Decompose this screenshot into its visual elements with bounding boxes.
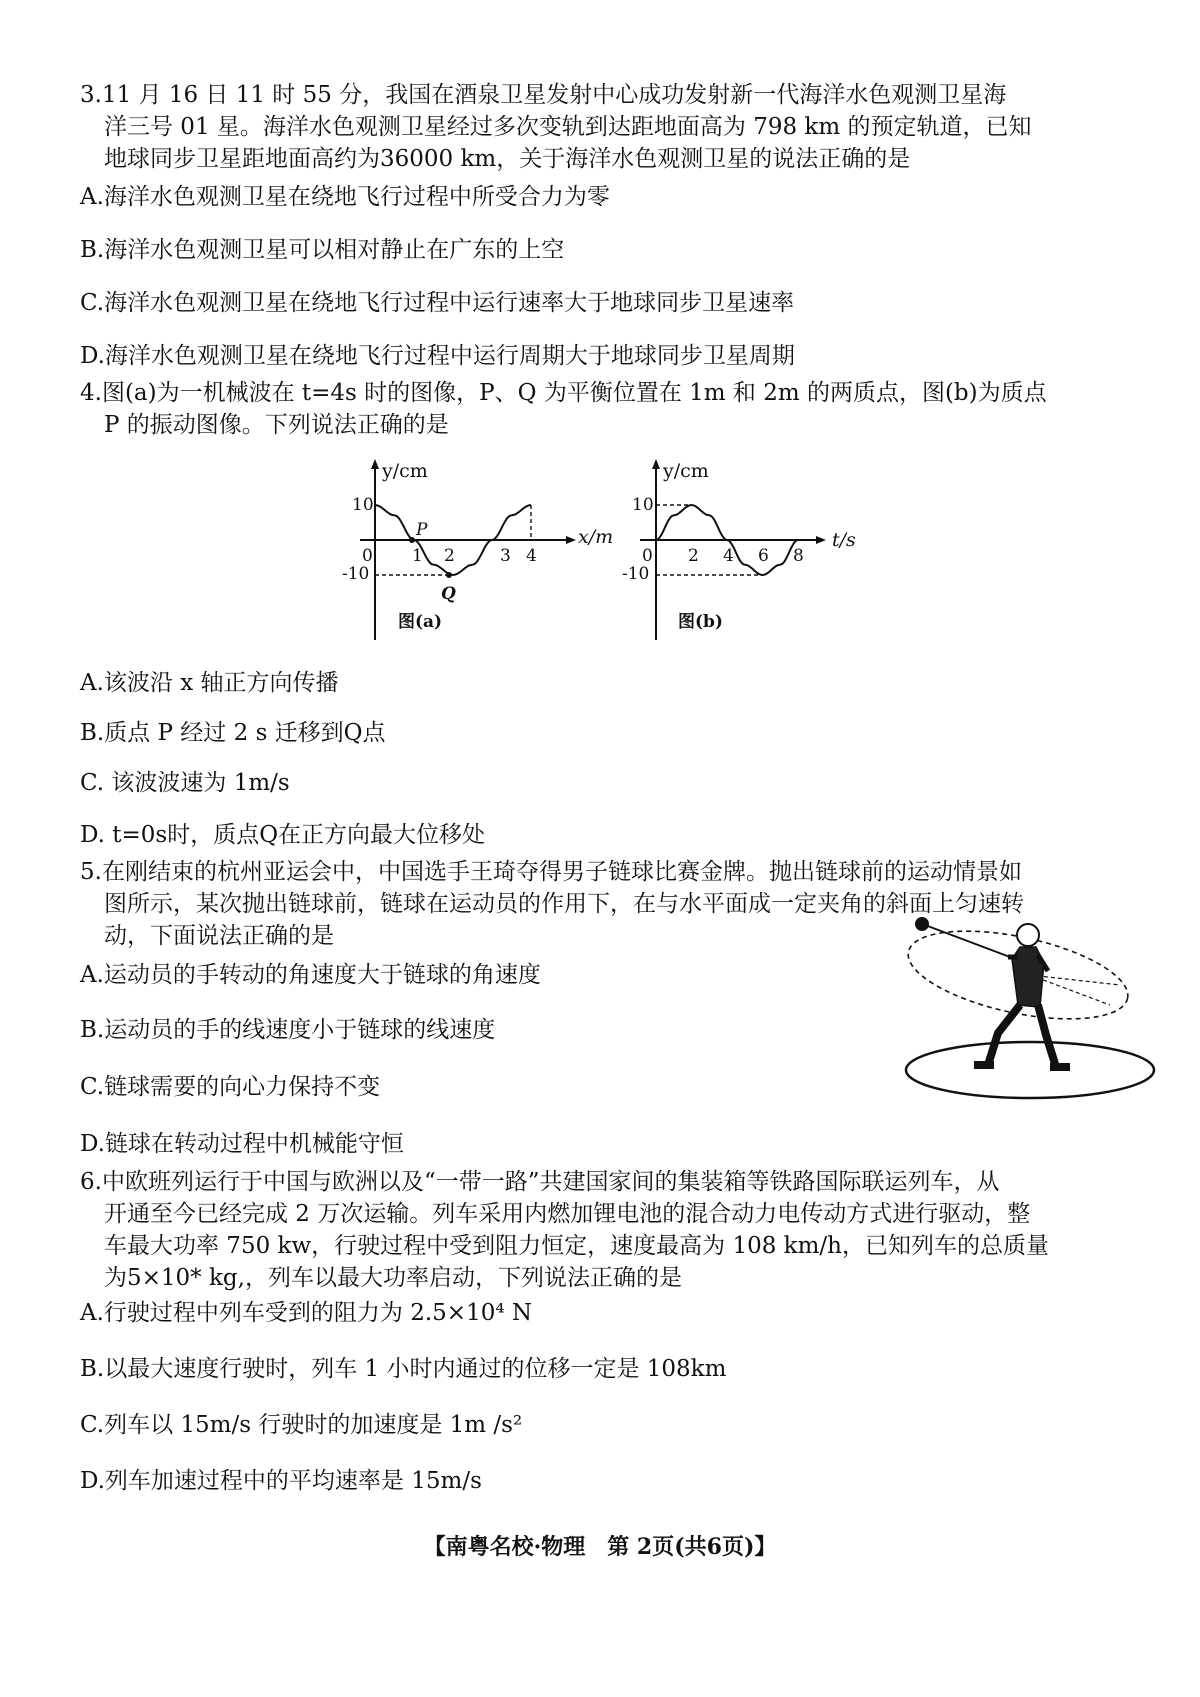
q5-stem-line-1: 5.在刚结束的杭州亚运会中，中国选手王琦夺得男子链球比赛金牌。抛出链球前的运动情景如 [80,859,1022,885]
fig-b-y-arrow [652,459,660,469]
fig-a-xtick-3: 3 [500,546,511,566]
hammer-wire [925,925,1010,957]
athlete-left-leg [988,1005,1020,1065]
q3-stem-line-2: 洋三号 01 星。海洋水色观测卫星经过多次变轨到达距地面高为 798 km 的预定轨道，已知 [104,114,1032,140]
q3-option-a: A.海洋水色观测卫星在绕地飞行过程中所受合力为零 [80,184,610,210]
q3-stem-line-1: 3.11 月 16 日 11 时 55 分，我国在酒泉卫星发射中心成功发射新一代海洋水色观测卫星海 [80,82,1007,108]
fig-a-ytick-neg10: -10 [342,564,370,584]
fig-b-xtick-8: 8 [793,546,804,566]
q6-stem-line-3: 车最大功率 750 kw，行驶过程中受到阻力恒定，速度最高为 108 km/h，已知列车的总质量 [104,1233,1049,1259]
fig-a-label-p: P [416,520,428,540]
q6-stem-line-1: 6.中欧班列运行于中国与欧洲以及“一带一路”共建国家间的集装箱等铁路国际联运列车，从 [80,1169,1000,1195]
fig-a-xtick-4: 4 [526,546,537,566]
q5-option-c: C.链球需要的向心力保持不变 [80,1074,381,1100]
fig-b-origin: 0 [642,546,653,566]
hammer-throw-illustration [880,905,1160,1105]
q6-stem-line-2: 开通至今已经完成 2 万次运输。列车采用内燃加锂电池的混合动力电传动方式进行驱动，整 [104,1201,1031,1227]
athlete-right-shoe [1050,1063,1070,1071]
q3-stem-line-3: 地球同步卫星距地面高约为36000 km，关于海洋水色观测卫星的说法正确的是 [104,146,911,172]
q4-option-b: B.质点 P 经过 2 s 迁移到Q点 [80,720,386,746]
q4-stem-line-1: 4.图(a)为一机械波在 t=4s 时的图像，P、Q 为平衡位置在 1m 和 2m 的两质点，图(b)为质点 [80,380,1047,406]
fig-a-caption: 图(a) [398,612,443,632]
hammer-ball [915,917,929,931]
q3-option-d: D.海洋水色观测卫星在绕地飞行过程中运行周期大于地球同步卫星周期 [80,343,795,369]
q5-stem-line-2: 图所示，某次抛出链球前，链球在运动员的作用下，在与水平面成一定夹角的斜面上匀速转 [104,891,1024,917]
q4-stem-line-2: P 的振动图像。下列说法正确的是 [104,412,449,438]
fig-a-point-p [409,537,415,543]
figure-b-vibration-graph [620,455,880,655]
fig-b-caption: 图(b) [678,612,723,632]
q4-option-a: A.该波沿 x 轴正方向传播 [80,670,339,696]
page-footer: 【南粤名校·物理 第 2页(共6页)】 [423,1534,777,1560]
q3-option-b: B.海洋水色观测卫星可以相对静止在广东的上空 [80,237,565,263]
fig-a-xtick-2: 2 [444,546,455,566]
q6-option-d: D.列车加速过程中的平均速率是 15m/s [80,1468,482,1494]
q5-option-b: B.运动员的手的线速度小于链球的线速度 [80,1017,496,1043]
q4-option-c: C. 该波波速为 1m/s [80,770,290,796]
fig-a-y-label: y/cm [382,460,428,482]
fig-b-y-label: y/cm [663,460,709,482]
fig-b-x-arrow [816,536,826,544]
fig-b-xtick-6: 6 [758,546,769,566]
fig-a-origin: 0 [362,546,373,566]
q6-option-c: C.列车以 15m/s 行驶时的加速度是 1m /s² [80,1412,523,1438]
q5-option-d: D.链球在转动过程中机械能守恒 [80,1131,404,1157]
q5-option-a: A.运动员的手转动的角速度大于链球的角速度 [80,962,541,988]
fig-b-x-label: t/s [832,529,856,551]
q5-stem-line-3: 动，下面说法正确的是 [104,923,334,949]
athlete-left-shoe [974,1061,994,1069]
fig-a-y-arrow [371,459,379,469]
fig-b-ytick-10: 10 [632,495,654,515]
fig-b-xtick-4: 4 [723,546,734,566]
fig-a-ytick-10: 10 [352,495,374,515]
fig-a-x-label: x/m [578,526,614,548]
q4-option-d: D. t=0s时，质点Q在正方向最大位移处 [80,822,486,848]
q3-option-c: C.海洋水色观测卫星在绕地飞行过程中运行速率大于地球同步卫星速率 [80,290,795,316]
q6-option-b: B.以最大速度行驶时，列车 1 小时内通过的位移一定是 108km [80,1356,727,1382]
fig-a-xtick-1: 1 [412,546,423,566]
fig-a-label-q: Q [441,584,456,604]
q6-option-a: A.行驶过程中列车受到的阻力为 2.5×10⁴ N [80,1300,533,1326]
fig-b-xtick-2: 2 [688,546,699,566]
fig-a-point-q [446,572,452,578]
athlete-head [1017,924,1039,946]
figure-a-wave-graph [340,455,620,655]
fig-a-x-arrow [566,536,576,544]
athlete-right-leg [1038,1005,1056,1067]
fig-b-ytick-neg10: -10 [622,564,650,584]
throwing-circle [906,1042,1154,1098]
q6-stem-line-4: 为5×10* kg,，列车以最大功率启动，下列说法正确的是 [104,1265,682,1291]
